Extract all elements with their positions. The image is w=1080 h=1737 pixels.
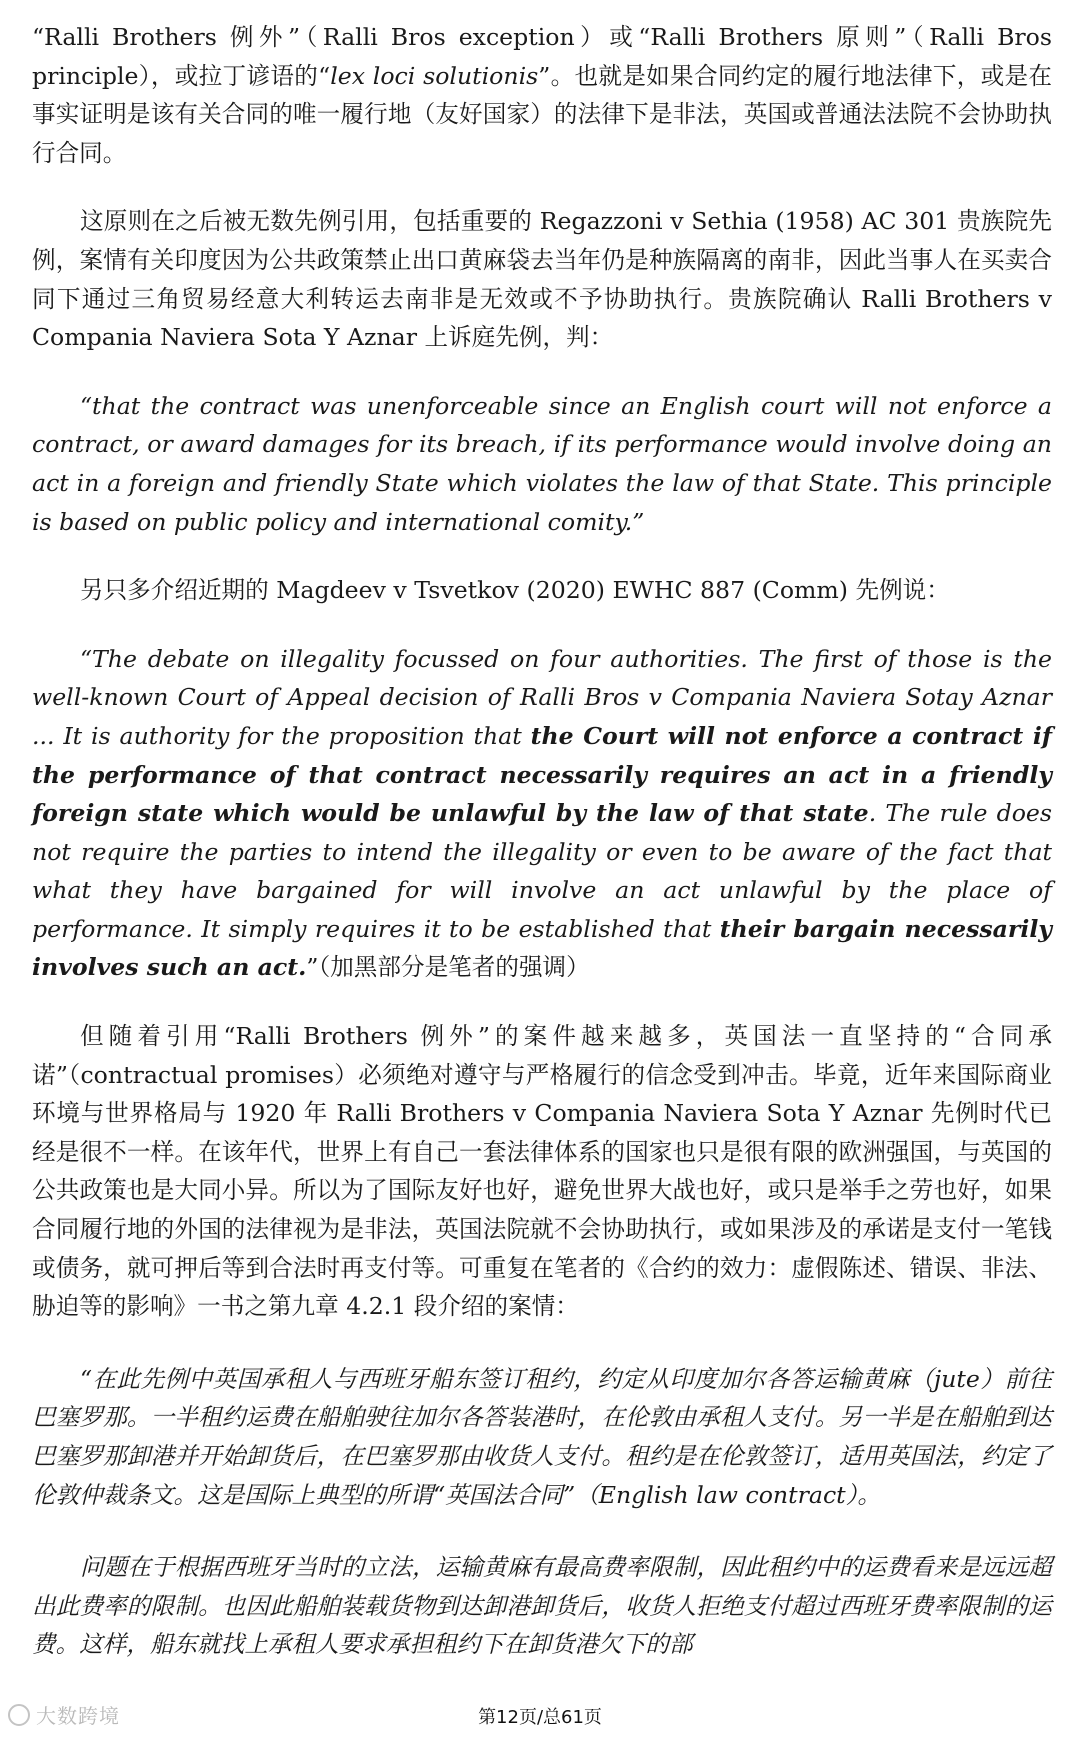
bold-emphasis: the Court will not enforce a contract if the performance of that contract necessarily requires an act in a friendly foreign state which would be unlawful by the law of that state: [32, 721, 1052, 828]
paragraph-ralli-exception: [32, 18, 1052, 172]
paragraph-contractual-promises: 但随着引用“Ralli Brothers 例外”的案件越来越多，英国法一直坚持的“合同承诺”（contractual promises）必须绝对遵守与严格履行的信念受到冲击。毕竟，近年来国际商业环境与世界格局与 1920 年 Ralli Brothers v Compania Naviera Sota Y Aznar 先例时代已经是很不一样。在该年代，世界上有自己一套法律体系的国家也只是很有限的欧洲强国，与英国的公共政策也是大同小异。所以为了国际友好也好，避免世界大战也好，或只是举手之劳也好，如果合同履行地的外国的法律视为是非法，英国法院就不会协助执行，或如果涉及的承诺是支付一笔钱或债务，就可押后等到合法时再支付等。可重复在笔者的《合约的效力：虚假陈述、错误、非法、胁迫等的影响》一书之第九章 4.2.1 段介绍的案情：: [32, 1022, 1052, 1321]
paragraph-regazzoni: 这原则在之后被无数先例引用，包括重要的 Regazzoni v Sethia (1958) AC 301 贵族院先例，案情有关印度因为公共政策禁止出口黄麻袋去当年仍是种族隔离的南非，因此当事人在买卖合同下通过三角贸易经意大利转运去南非是无效或不予协助执行。贵族院确认 Ralli Brothers v Compania Naviera Sota Y Aznar 上诉庭先例，判：: [32, 207, 1052, 352]
quote-house-of-lords: “that the contract was unenforceable since an English court will not enforce a contract, or award damages for its breach, if its performance would involve doing an act in a foreign and friendly State which violates the law of that State. This principle is based on public policy and international comity.”: [32, 391, 1052, 536]
latin-term: lex loci solutionis: [330, 61, 539, 90]
quote-case-facts: “在此先例中英国承租人与西班牙船东签订租约，约定从印度加尔各答运输黄麻（jute）前往巴塞罗那。一半租约运费在船舶驶往加尔各答装港时，在伦敦由承租人支付。另一半是在船舶到达巴塞罗那卸港并开始卸货后，在巴塞罗那由收货人支付。租约是在伦敦签订，适用英国法，约定了伦敦仲裁条文。这是国际上典型的所谓“英国法合同”（English law contract）。: [32, 1364, 1052, 1509]
paragraph-magdeev: 另只多介绍近期的 Magdeev v Tsvetkov (2020) EWHC 887 (Comm) 先例说：: [80, 576, 950, 605]
quote-magdeev: [32, 640, 1052, 987]
bold-emphasis: their bargain necessarily involves such an act.: [32, 914, 1052, 982]
page-number: 第12页/总61页: [478, 1707, 602, 1728]
text-run: ”。也就是如果合同约定的履行地法律下，或是在事实证明是该有关合同的唯一履行地（友好国家）的法律下是非法，英国或普通法法院不会协助执行合同。: [32, 61, 1053, 167]
document-page: [32, 18, 1052, 1664]
text-run: “Ralli Brothers 例外”（Ralli Bros exception）或“Ralli Brothers 原则”（Ralli Bros principle），或拉丁谚语的“: [32, 23, 1052, 90]
watermark-text: 大数跨境: [36, 1704, 120, 1728]
text-run: “The debate on illegality focussed on four authorities. The first of those is the well-known Court of Appeal decision of Ralli Bros v Compania Naviera Sotay Aznar ... It is authority for the proposition that: [32, 644, 1052, 750]
text-run: . The rule does not require the parties to intend the illegality or even to be aware of the fact that what they have bargained for will involve an act unlawful by the place of performance. It simply requires it to be established that: [32, 799, 1052, 943]
quote-case-issue: 问题在于根据西班牙当时的立法，运输黄麻有最高费率限制，因此租约中的运费看来是远远超出此费率的限制。也因此船舶装载货物到达卸港卸货后，收货人拒绝支付超过西班牙费率限制的运费。这样，船东就找上承租人要求承担租约下在卸货港欠下的部: [32, 1553, 1052, 1659]
author-note: ”（加黑部分是笔者的强调）: [306, 953, 590, 982]
